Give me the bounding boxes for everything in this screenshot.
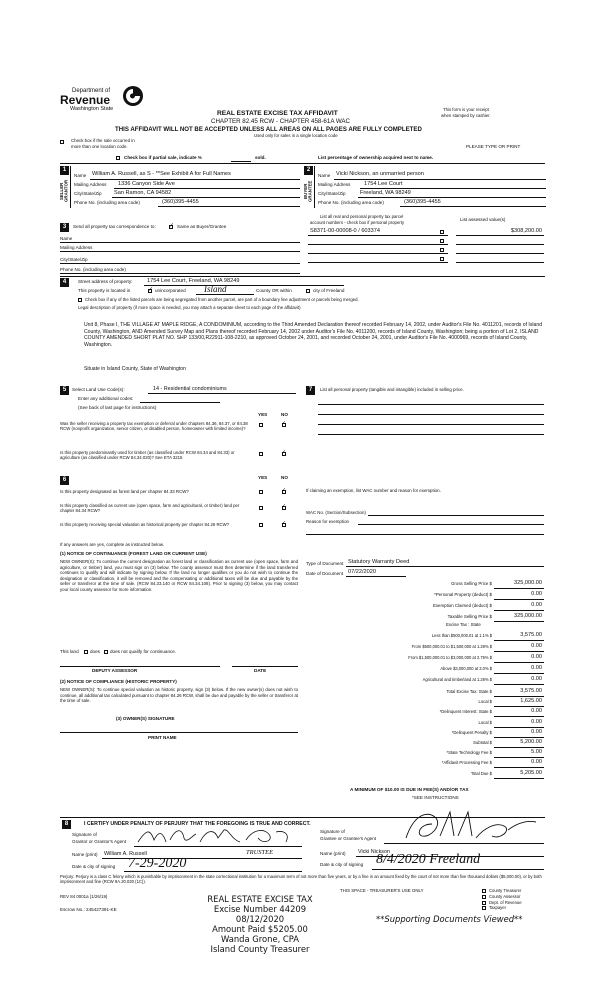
grantee-name[interactable]: Vicki Nickson [358, 849, 390, 855]
revenue-swirl-icon [120, 84, 146, 108]
s6-question-1: Is this property designated as forest land per chapter 84.33 RCW? [60, 489, 189, 494]
city-checkbox[interactable] [306, 289, 310, 293]
section-8-number: 8 [62, 820, 71, 829]
does-text: does [90, 649, 100, 654]
minimum-text: A MINIMUM OF $10.00 IS DUE IN FEE(S) AND/OR TAX [350, 787, 469, 792]
section-5-number: 5 [60, 386, 69, 395]
tax-total-2-value[interactable]: 1,625.00 [520, 698, 542, 705]
legal-description[interactable]: Unit 8, Phase I, THE VILLAGE AT MAPLE RIDGE, A CONDOMINIUM, according to the Third Amended Declaration thereof recorded February 14, 2002, under Auditor's File No. 4011201, records of Island County, Washington, AND Amended Survey Map and Plans thereof recorded February 14, 2002 under Auditor's File No. 4011200, records of Island County, Washington; being a portion of Lot 2, ISLAND COUNTY AMENDED SHORT PLAT NO. SHP 133/00,R22911-108-2210, as approved October 24, 2001, and recorded October 24, 2001, under Auditor's File No. 4000969, records of Island County, Washington. [84, 322, 543, 348]
tax-total-9-label: Total Due $ [470, 770, 492, 776]
correspondence-mailing-label: Mailing Address [60, 245, 93, 250]
segregated-checkbox[interactable] [78, 298, 82, 302]
parcel-3-personal-checkbox[interactable] [440, 248, 444, 252]
buyer-phone[interactable]: (360)395-4455 [404, 199, 441, 205]
unincorporated-text: unincorporated [155, 288, 186, 293]
tax-total-7-value[interactable]: 5.00 [531, 749, 542, 756]
warning-text: THIS AFFIDAVIT WILL NOT BE ACCEPTED UNLESS ALL AREAS ON ALL PAGES ARE FULLY COMPLETED [115, 126, 422, 133]
same-as-buyer-text: Same as Buyer/Grantee [177, 224, 227, 229]
grantee-signature[interactable] [400, 808, 540, 846]
doc-date-value[interactable]: 07/22/2020 [348, 569, 376, 575]
does-not-checkbox[interactable] [104, 650, 108, 654]
assessed-header: List assessed value(s) [460, 217, 506, 222]
s5-q1-yes-checkbox[interactable] [259, 423, 263, 427]
tax-total-6-value[interactable]: 5,200.00 [520, 739, 542, 745]
located-label: This property is located in [78, 288, 131, 293]
s5-yes-header: YES [258, 412, 268, 417]
tax-bracket-1-label: Less than $500,000.01 at 1.1% $ [431, 633, 492, 638]
receipt-note-1: This form is your receipt [443, 107, 489, 112]
copy-checkbox-3[interactable] [482, 901, 486, 905]
correspondence-name-label: Name [60, 236, 73, 241]
grantor-name-label: Name (print) [72, 852, 98, 857]
form-chapter: CHAPTER 82.45 RCW - CHAPTER 458-61A WAC [211, 118, 351, 125]
does-checkbox[interactable] [84, 650, 88, 654]
form-title: REAL ESTATE EXCISE TAX AFFIDAVIT [217, 110, 338, 117]
stamp-line-6: Island County Treasurer [210, 944, 310, 954]
grantee-sig-label-1: Signature of [320, 829, 345, 834]
stamp-line-1: REAL ESTATE EXCISE TAX [207, 894, 313, 904]
this-land-text: This land [60, 649, 79, 654]
supporting-docs-text: **Supporting Documents Viewed** [376, 914, 523, 924]
grantor-signature[interactable] [136, 824, 296, 848]
doc-date-label: Date of Document [306, 571, 344, 576]
dept-line2: Revenue [60, 93, 111, 107]
tax-bracket-1-value[interactable]: 3,575.00 [520, 632, 542, 638]
partial-percent-line[interactable] [231, 161, 251, 162]
situate-text: Situate in Island County, State of Washington [84, 366, 186, 372]
tax-total-6-label: Subtotal $ [473, 740, 492, 745]
tax-bracket-2-label: From $500,000.01 to $1,500,000 at 1.28% $ [411, 644, 492, 649]
perjury-text: Perjury: Perjury is a class C felony which is punishable by imprisonment in the state correctional institution for a maximum term of not more than five years, or by a fine in an amount fixed by the court of not more than five thousand dollars ($5,000.00), or by both imprisonment and fine (RCW 9A.20.020 (1C)). [60, 874, 542, 885]
seller-name-label: Name [74, 173, 87, 178]
s6-yes-header: YES [258, 475, 268, 480]
parcel-1-personal-checkbox[interactable] [440, 230, 444, 234]
notice2-title: (2) NOTICE OF COMPLIANCE (HISTORIC PROPERTY) [60, 679, 177, 684]
tax-total-3-label: *Delinquent Interest: State $ [439, 709, 492, 715]
doc-type-label: Type of Document [306, 561, 344, 566]
seller-mailing[interactable]: 1336 Canyon Side Ave [118, 181, 175, 187]
receipt-note-2: when stamped by cashier. [441, 113, 491, 118]
parcel-header-2: account numbers - check box if personal property [310, 220, 405, 225]
buyer-name[interactable]: Vicki Nickson, an unmarried person [336, 171, 424, 177]
parcel-header-1: List all real and personal property tax parcel [320, 214, 404, 219]
if-yes-text: If any answers are yes, complete as instructed below. [60, 542, 164, 547]
tax-bracket-4-label: Above $3,000,000 at 3.0% $ [440, 666, 492, 671]
buyer-mailing[interactable]: 1754 Lee Court [364, 181, 403, 187]
s5-q1-no-mark: ✓ [281, 421, 287, 427]
correspondence-city-label: City/State/Zip [60, 257, 88, 262]
multi-location-checkbox[interactable] [60, 140, 64, 144]
parcel-number[interactable]: S8371-00-00008-0 / 603374 [310, 228, 380, 234]
seller-mailing-label: Mailing Address [74, 182, 107, 187]
s6-q1-no-mark: ✓ [281, 488, 287, 494]
seller-city[interactable]: San Ramon, CA 94582 [114, 190, 172, 196]
personal-property-text: List all personal property (tangible and intangible) included in selling price. [320, 387, 464, 392]
date-label: DATE [254, 668, 267, 673]
reason-label: Reason for exemption [306, 519, 349, 524]
county-or-within-text: County OR within [256, 288, 292, 293]
deputy-assessor-label: DEPUTY ASSESSOR [92, 668, 138, 673]
stamp-line-5: Wanda Grone, CPA [220, 934, 300, 944]
partial-sold-text: sold. [255, 155, 266, 160]
grantee-name-label: Name (print) [320, 851, 346, 856]
single-use-text: Used only for sales in a single location code [254, 133, 338, 138]
tax-row-3-label: Exemption Claimed (deduct) $ [432, 603, 492, 608]
buyer-mailing-label: Mailing Address [318, 182, 351, 187]
notice1-title: (1) NOTICE OF CONTINUANCE (FOREST LAND OR CURRENT USE) [60, 551, 207, 556]
section-3-number: 3 [60, 223, 69, 232]
revenue-logo [60, 88, 150, 118]
same-as-buyer-check-mark: ✓ [169, 223, 175, 229]
type-or-print: PLEASE TYPE OR PRINT [466, 144, 521, 149]
section-2-number: 2 [304, 166, 313, 175]
owner-signature-label: (3) OWNER(S) SIGNATURE [116, 716, 175, 721]
seller-name[interactable]: William A. Russell, as S - **See Exhibit A for Full Names [92, 171, 231, 177]
does-not-text: does not qualify for continuance. [110, 649, 177, 654]
buyer-phone-label: Phone No. (including area code) [318, 200, 384, 205]
copy-label-2: County Assessor [489, 893, 521, 899]
grantee-sig-label-2: Grantee or Grantee's Agent [320, 836, 377, 841]
stamp-line-4: Amount Paid $5205.00 [212, 924, 308, 934]
dept-line1: Department of [72, 88, 111, 94]
section-7-number: 7 [306, 386, 315, 395]
stamp-line-2: Excise Number 44209 [213, 904, 307, 914]
street-label: Street address of property: [78, 279, 133, 284]
exemption-text: If claiming an exemption, list WAC number and reason for exemption. [306, 488, 441, 493]
copy-checkbox-1[interactable] [482, 889, 486, 893]
rev-line: REV 84 0001a (1/26/19) [60, 894, 108, 899]
parcel-2-personal-checkbox[interactable] [440, 239, 444, 243]
s5-no-header: NO [281, 412, 288, 417]
notice1-body: NEW OWNER(S): To continue the current designation as forest land or classification as current use (open space, farm and agriculture, or timber) land, you must sign on (3) below. The county assessor must then determine if the land transferred continues to qualify and will indicate by signing below. If the land no longer qualifies or you do not wish to continue the designation or classification, it will be removed and the compensating or additional taxes will be due and payable by the seller or transferor at the time of sale. (RCW 84.33.140 or RCW 84.34.108). Prior to signing (3) below, you may contact your local county assessor for more information. [60, 559, 298, 592]
tax-total-5-value[interactable]: 0.00 [531, 728, 542, 735]
unincorporated-check-mark: ✓ [148, 287, 154, 293]
section-4-number: 4 [60, 278, 69, 287]
tax-row-4-value[interactable]: 325,000.00 [514, 613, 542, 619]
tax-bracket-3-label: From $1,500,000.01 to $3,000,000 at 2.75% $ [408, 655, 492, 660]
segregated-text: Check box if any of the listed parcels are being segregated from another parcel, are part of a boundary line adjustment or parcels being merged. [85, 297, 359, 302]
tax-bracket-5-value[interactable]: 0.00 [531, 676, 542, 682]
s5-question-2: Is this property predominantly used for timber (as classified under RCW 84.34 and 84.33) or agriculture (as classified under RCW 84.34.020)? See ETA 3215 [60, 450, 235, 461]
tax-bracket-4-value[interactable]: 0.00 [531, 665, 542, 671]
legal-description-label: Legal description of property (if more space is needed, you may attach a separate sheet to each page of the affidavit) [78, 305, 301, 310]
tax-bracket-2-value[interactable]: 0.00 [531, 643, 542, 649]
buyer-name-label: Name [318, 173, 331, 178]
assessed-value[interactable]: $308,200.00 [510, 228, 542, 234]
copy-label-1: County Treasurer [489, 888, 522, 893]
ownership-text: List percentage of ownership acquired next to name. [318, 155, 434, 160]
notice2-body: NEW OWNER(S): To continue special valuation as historic property, sign (3) below. If the new owner(s) does not wish to continue, all additional tax calculated pursuant to chapter 84.26 RCW, shall be due and payable by the seller or transferor at the time of sale. [60, 687, 298, 704]
doc-type-value[interactable]: Statutory Warranty Deed [348, 559, 410, 565]
s6-question-3: Is this property receiving special valuation as historical property per chapter 84.26 RCW? [60, 522, 230, 527]
grantee-date-label: Date & city of signing [320, 862, 364, 867]
s6-no-header: NO [281, 475, 288, 480]
copy-checkbox-2[interactable] [482, 895, 486, 899]
certify-text: I CERTIFY UNDER PENALTY OF PERJURY THAT THE FOREGOING IS TRUE AND CORRECT. [84, 821, 311, 827]
s6-q1-yes-checkbox[interactable] [259, 490, 263, 494]
tax-total-4-value[interactable]: 0.00 [531, 718, 542, 725]
treasurer-use: THIS SPACE - TREASURER'S USE ONLY [340, 888, 424, 893]
s6-q2-yes-checkbox[interactable] [259, 506, 263, 510]
copy-label-4: Taxpayer [489, 905, 506, 911]
multi-location-text-2: more than one location code. [71, 144, 128, 149]
s6-question-2: Is this property classified as current use (open space, farm and agricultural, or timber) land per chapter 84.34 RCW? [60, 503, 240, 514]
tax-total-8-label: *Affidavit Processing Fee $ [441, 760, 492, 766]
s5-q2-yes-checkbox[interactable] [259, 452, 263, 456]
buyer-city[interactable]: Freeland, WA 98249 [360, 190, 411, 196]
partial-sale-checkbox[interactable] [116, 156, 120, 160]
tax-total-2-label: Local $ [478, 699, 492, 705]
s5-q2-no-mark: ✓ [281, 450, 287, 456]
grantor-date-label: Date & city of signing [72, 864, 116, 869]
tax-total-9-value[interactable]: 5,205.00 [520, 769, 542, 776]
wac-label: WAC No. (Section/Subsection) [306, 510, 366, 515]
grantor-sig-label-1: Signature of [72, 832, 97, 837]
copy-label-3: Dept. of Revenue [489, 899, 522, 905]
s6-q2-no-mark: ✓ [281, 504, 287, 510]
dept-line3: Washington State [70, 106, 114, 112]
handwritten-location: Island [204, 284, 227, 294]
stamp-line-3: 08/12/2020 [235, 914, 285, 924]
buyer-city-label: City/State/Zip [318, 191, 346, 196]
street-address[interactable]: 1754 Lee Court, Freeland, WA 98249 [147, 278, 240, 284]
correspondence-phone-label: Phone No. (including area code) [60, 267, 126, 272]
buyer-grantee-label: BUYER GRANTEE [303, 180, 313, 202]
excise-header: Excise Tax : State [446, 622, 481, 627]
see-back-text: (See back of last page for instructions) [78, 405, 157, 410]
grantor-title: TRUSTEE [246, 849, 274, 856]
correspondence-text: Send all property tax correspondence to: [73, 224, 156, 229]
seller-phone[interactable]: (360)395-4455 [162, 199, 199, 205]
tax-total-1-value[interactable]: 3,575.00 [520, 688, 542, 694]
partial-sale-text: Check box if partial sale, indicate % [124, 155, 202, 160]
tax-total-1-label: Total Excise Tax: State $ [446, 689, 492, 694]
tax-row-1-label: Gross Selling Price $ [451, 581, 492, 586]
tax-row-2-label: *Personal Property (deduct) $ [434, 592, 492, 597]
treasurer-stamp [160, 894, 360, 954]
parcel-4-personal-checkbox[interactable] [440, 257, 444, 261]
additional-codes-label: Enter any additional codes: [78, 396, 134, 401]
tax-total-5-label: *Delinquent Penalty $ [451, 729, 492, 735]
grantor-name[interactable]: William A. Russell [104, 851, 147, 857]
tax-row-4-label: Taxable Selling Price $ [447, 614, 492, 619]
section-1-number: 1 [60, 166, 69, 175]
seller-phone-label: Phone No. (including area code) [74, 200, 140, 205]
section-6-number: 6 [60, 476, 69, 485]
city-of-text: city of Freeland [313, 288, 345, 293]
s5-question-1: Was the seller receiving a property tax exemption or deferral under chapters 84.36, 84.37, or 84.38 RCW (nonprofit organization, senior citizen, or disabled person, homeowner with limited income)? [60, 421, 248, 432]
seller-grantor-label: SELLER GRANTOR [59, 179, 69, 203]
grantor-date[interactable]: 7-29-2020 [128, 856, 187, 871]
grantor-sig-label-2: Grantor or Grantor's Agent [72, 839, 126, 844]
tax-row-3-value[interactable]: 0.00 [531, 602, 542, 608]
see-instructions: *SEE INSTRUCTIONS [412, 795, 459, 800]
tax-total-7-label: *State Technology Fee $ [446, 750, 492, 756]
escrow-number: Escrow No.: 245427391-KE [60, 907, 117, 912]
tax-total-4-label: Local $ [478, 719, 492, 725]
tax-bracket-3-value[interactable]: 0.00 [531, 654, 542, 660]
tax-total-3-value[interactable]: 0.00 [531, 708, 542, 715]
tax-row-1-value[interactable]: 325,000.00 [514, 580, 542, 586]
land-use-label: Select Land Use Code(s): [72, 387, 125, 392]
s6-q3-yes-checkbox[interactable] [259, 523, 263, 527]
tax-total-8-value[interactable]: 0.00 [531, 759, 542, 766]
tax-row-2-value[interactable]: 0.00 [531, 591, 542, 597]
seller-city-label: City/State/Zip [74, 191, 102, 196]
multi-location-text-1: Check box if the sale occurred in [71, 138, 135, 143]
grantee-date[interactable]: 8/4/2020 Freeland [376, 852, 481, 867]
copy-checkbox-4[interactable] [482, 906, 486, 910]
print-name-label: PRINT NAME [148, 735, 177, 740]
s6-q3-no-mark: ✓ [281, 521, 287, 527]
tax-bracket-5-label: Agricultural and timberland at 1.28% $ [422, 677, 492, 682]
land-use-value[interactable]: 14 - Residential condominiums [153, 386, 227, 392]
